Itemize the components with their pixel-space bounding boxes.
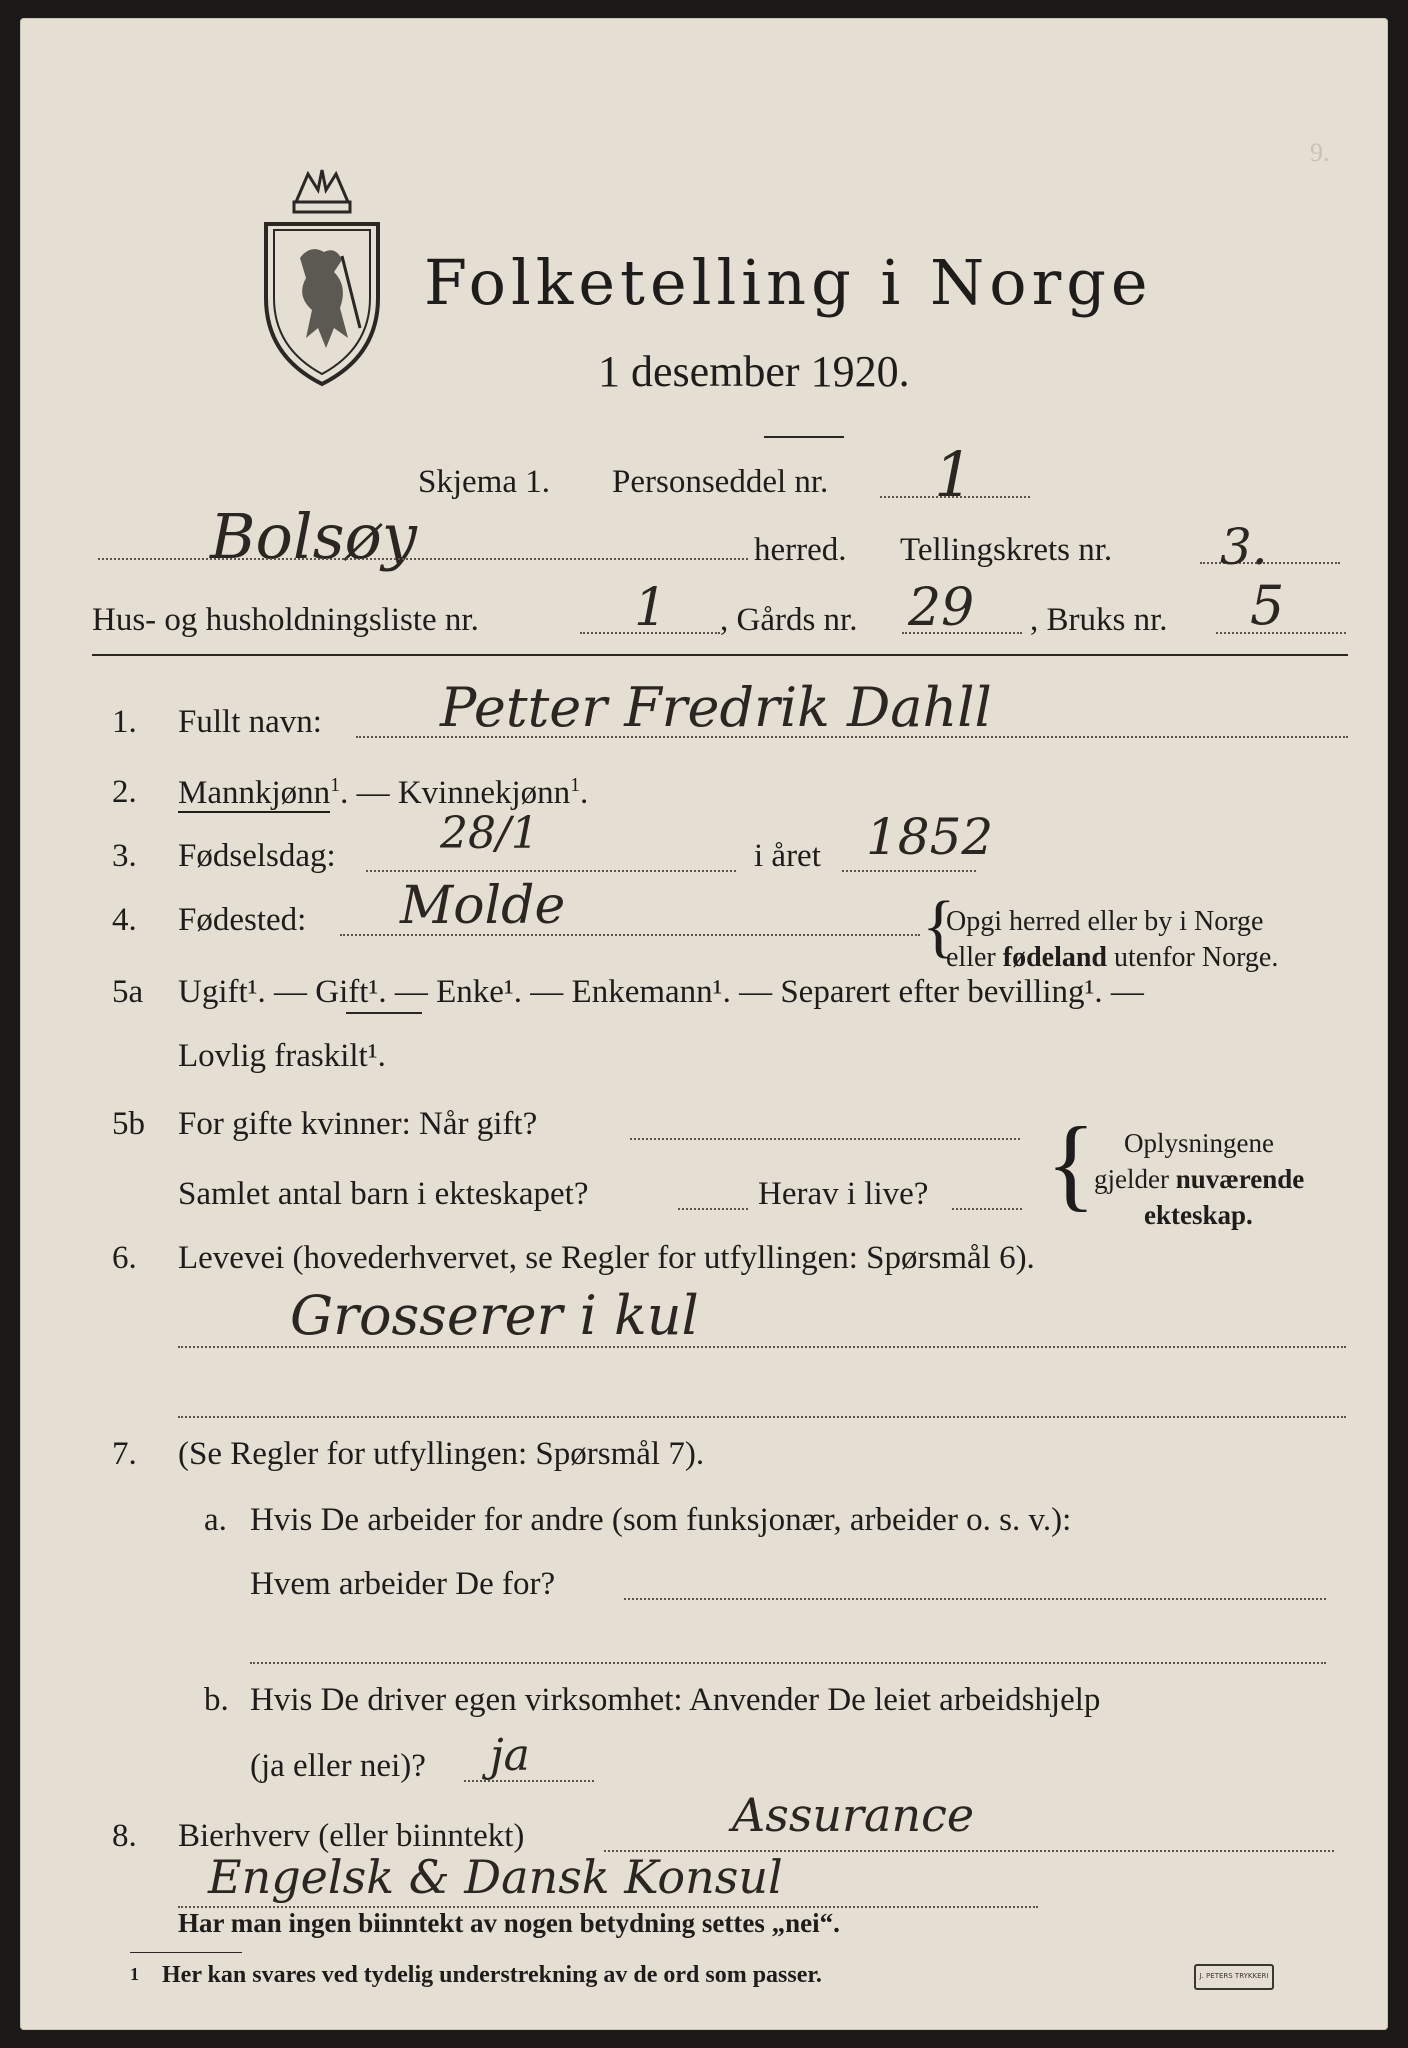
q4-note-line1: Opgi herred eller by i Norge — [946, 906, 1264, 937]
q8-note: Har man ingen biinntekt av nogen betydning settes „nei“. — [178, 1908, 840, 1938]
household-value[interactable]: 1 — [634, 578, 668, 638]
q5b-note-line2: gjelder nuværende — [1094, 1164, 1305, 1194]
q4-label: Fødested: — [178, 902, 307, 938]
herred-value[interactable]: Bolsøy — [210, 500, 417, 573]
q7b-letter: b. — [204, 1682, 229, 1718]
q8-label: Bierhverv (eller biinntekt) — [178, 1818, 525, 1854]
header-section-rule — [92, 654, 1348, 656]
q5b-alive-label: Herav i live? — [758, 1176, 929, 1212]
q7b-line2: (ja eller nei)? — [250, 1748, 426, 1784]
footnote-number: 1 — [130, 1964, 139, 1984]
q7a-letter: a. — [204, 1502, 227, 1538]
q5a-marital-options[interactable]: Ugift¹. — Gift¹. — Enke¹. — Enkemann¹. — Separert efter bevilling¹. — — [178, 974, 1144, 1010]
q5b-note-line3: ekteskap. — [1144, 1200, 1253, 1230]
q4-birthplace-value[interactable]: Molde — [400, 876, 566, 936]
q3-field-line — [366, 870, 736, 872]
personseddel-value[interactable]: 1 — [934, 438, 974, 511]
q7a-line2: Hvem arbeider De for? — [250, 1566, 556, 1602]
q5b-number: 5b — [112, 1106, 145, 1142]
tellingskrets-value[interactable]: 3. — [1220, 518, 1268, 576]
q2-male-option[interactable]: Mannkjønn — [178, 775, 331, 811]
q3-label: Fødselsdag: — [178, 838, 336, 874]
q5b-married-when-line — [630, 1138, 1020, 1140]
q5b-alive-line — [952, 1208, 1022, 1210]
tellingskrets-label: Tellingskrets nr. — [900, 532, 1113, 568]
q2-female-option[interactable]: Kvinnekjønn — [397, 775, 571, 811]
footnote-divider — [130, 1952, 242, 1953]
q5a-number: 5a — [112, 974, 144, 1010]
herred-field-line — [98, 558, 748, 560]
printer-stamp: J. PETERS TRYKKERI — [1194, 1964, 1274, 1990]
q3-year-label: i året — [754, 838, 821, 874]
q3-birthday-value[interactable]: 28/1 — [440, 808, 539, 859]
q6-number: 6. — [112, 1240, 137, 1276]
gards-value[interactable]: 29 — [908, 578, 975, 638]
q7-number: 7. — [112, 1436, 137, 1472]
q6-occupation-value[interactable]: Grosserer i kul — [290, 1284, 699, 1347]
q5b-note-brace: { — [1046, 1106, 1096, 1221]
q7b-line1: Hvis De driver egen virksomhet: Anvender De leiet arbeidshjelp — [250, 1682, 1101, 1718]
q7a-employer-line — [624, 1598, 1326, 1600]
footnote-text: Her kan svares ved tydelig understrekning av de ord som passer. — [162, 1962, 822, 1988]
q5b-line1: For gifte kvinner: Når gift? — [178, 1106, 538, 1142]
q7a-line1: Hvis De arbeider for andre (som funksjonær, arbeider o. s. v.): — [250, 1502, 1072, 1538]
q8-number: 8. — [112, 1818, 137, 1854]
bruks-value[interactable]: 5 — [1250, 574, 1285, 637]
q6-field-line-1 — [178, 1346, 1346, 1348]
q2-number: 2. — [112, 774, 137, 810]
q3-year-field-line — [842, 870, 976, 872]
q4-note-line2: eller fødeland utenfor Norge. — [946, 942, 1279, 973]
q6-label: Levevei (hovederhvervet, se Regler for utfyllingen: Spørsmål 6). — [178, 1240, 1035, 1276]
q7a-employer-line-2 — [250, 1662, 1326, 1664]
q2-sex-options: Mannkjønn$^1$. — Kvinnekjønn$^1$. — [178, 774, 589, 811]
gards-label: , Gårds nr. — [720, 602, 858, 638]
personseddel-label: Personseddel nr. — [612, 464, 829, 500]
q1-number: 1. — [112, 704, 137, 740]
q5b-children-line — [678, 1208, 748, 1210]
schema-label: Skjema 1. — [418, 464, 550, 500]
census-date: 1 desember 1920. — [598, 347, 910, 396]
q5a-gift-underline — [346, 1012, 422, 1014]
q4-number: 4. — [112, 902, 137, 938]
q3-number: 3. — [112, 838, 137, 874]
bruks-label: , Bruks nr. — [1030, 602, 1168, 638]
bleed-through: 9. — [1310, 138, 1330, 167]
q5a-marital-options-cont[interactable]: Lovlig fraskilt¹. — [178, 1038, 386, 1074]
q8-secondary-occupation-value-2[interactable]: Engelsk & Dansk Konsul — [208, 1850, 783, 1904]
household-list-label: Hus- og husholdningsliste nr. — [92, 602, 479, 638]
q8-secondary-occupation-value-1[interactable]: Assurance — [732, 1788, 975, 1842]
form-title: Folketelling i Norge — [424, 246, 1153, 319]
norway-coat-of-arms-icon — [256, 168, 388, 390]
q7b-answer-value[interactable]: ja — [490, 1730, 530, 1781]
q7-label: (Se Regler for utfyllingen: Spørsmål 7). — [178, 1436, 705, 1472]
q5b-children-label: Samlet antal barn i ekteskapet? — [178, 1176, 589, 1212]
q1-full-name-value[interactable]: Petter Fredrik Dahll — [440, 676, 992, 739]
q5b-note-line1: Oplysningene — [1124, 1128, 1274, 1158]
q6-field-line-2 — [178, 1416, 1346, 1418]
census-form-sheet — [20, 18, 1388, 2030]
q3-birth-year-value[interactable]: 1852 — [866, 808, 994, 866]
title-divider — [764, 436, 844, 438]
q4-note-brace: { — [922, 888, 956, 965]
herred-label: herred. — [754, 532, 847, 568]
q1-label: Fullt navn: — [178, 704, 322, 740]
